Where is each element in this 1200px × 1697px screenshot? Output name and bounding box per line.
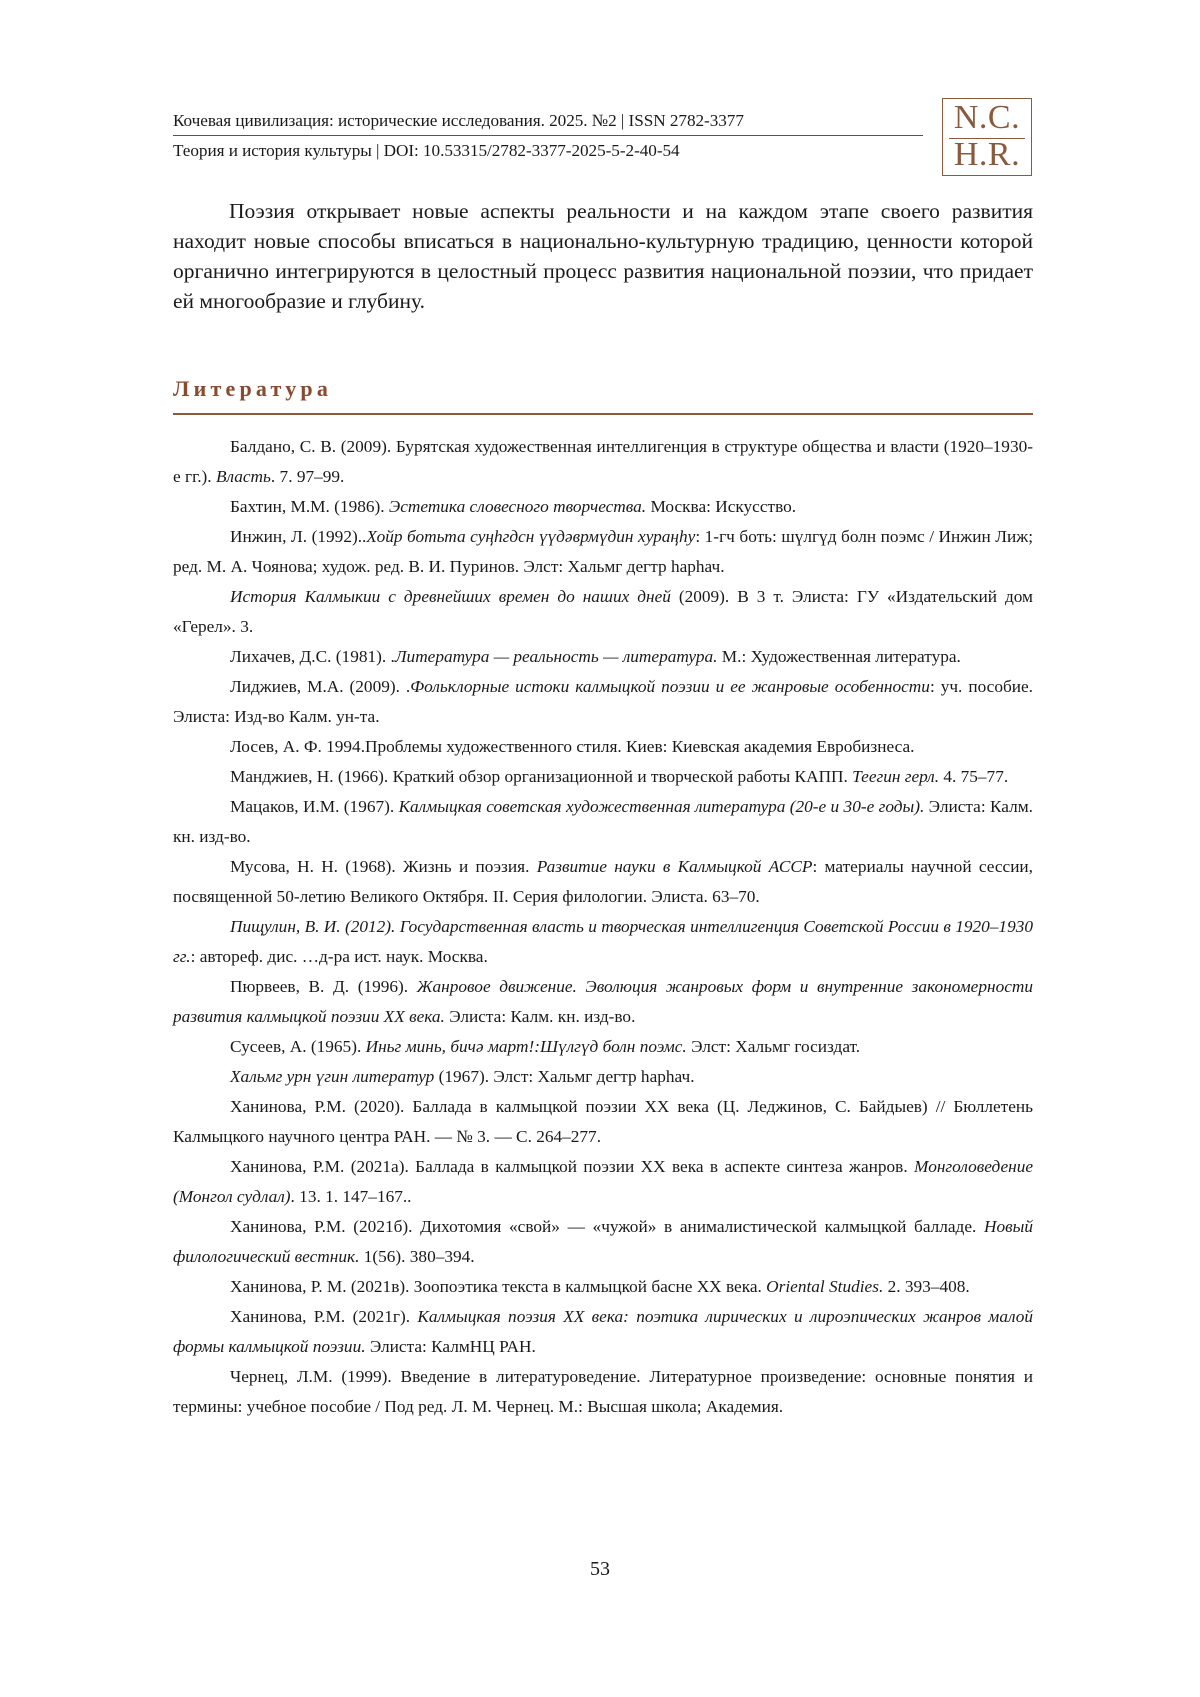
page-number: 53: [590, 1558, 610, 1580]
reference-italic-title: Литература — реальность — литература.: [394, 647, 718, 666]
logo-bottom-text: H.R.: [953, 136, 1021, 173]
reference-italic-title: Калмыцкая поэзия XX века: поэтика лирических и лироэпических жанров малой формы калмыцкой поэзии.: [173, 1307, 1033, 1356]
journal-title-line: Кочевая цивилизация: исторические исследования. 2025. №2 | ISSN 2782-3377: [173, 111, 744, 130]
reference-italic-title: Монголоведение (Монгол судлал): [173, 1157, 1033, 1206]
reference-entry: Ханинова, Р.М. (2020). Баллада в калмыцкой поэзии XX века (Ц. Леджинов, С. Байдыев) // Бюллетень Калмыцкого научного центра РАН. — № 3. — С. 264–277.: [173, 1097, 1033, 1146]
reference-entry: Лиджиев, М.А. (2009). .Фольклорные истоки калмыцкой поэзии и ее жанровые особенности: уч. пособие. Элиста: Изд-во Калм. ун-та.: [173, 677, 1034, 726]
reference-entry: Манджиев, Н. (1966). Краткий обзор организационной и творческой работы КАПП. Теегин герл. 4. 75–77.: [230, 767, 1009, 786]
reference-entry: Сусеев, А. (1965). Иньг минь, бичә март!:Шүлгүд болн поэмс. Элст: Хальмг госиздат.: [230, 1037, 861, 1056]
running-header: [173, 108, 923, 164]
intro-paragraph: Поэзия открывает новые аспекты реальности и на каждом этапе своего развития находит новые способы вписаться в национально-культурную традицию, ценности которой органично интегрируются в целостный процесс развития национальной поэзии, что придает ей многообразие и глубину.: [173, 199, 1033, 313]
reference-italic-title: Жанровое движение. Эволюция жанровых форм и внутренние закономерности развития калмыцкой поэзии XX века.: [173, 977, 1033, 1026]
reference-entry: Ханинова, Р.М. (2021б). Дихотомия «свой» — «чужой» в анималистической калмыцкой балладе. Новый филологический вестник. 1(56). 380–394.: [173, 1217, 1033, 1266]
reference-italic-title: Теегин герл.: [852, 767, 940, 786]
reference-entry: Лосев, А. Ф. 1994.Проблемы художественного стиля. Киев: Киевская академия Евробизнеса.: [230, 737, 915, 756]
reference-entry: Бахтин, М.М. (1986). Эстетика словесного творчества. Москва: Искусство.: [230, 497, 797, 516]
section-doi-line: Теория и история культуры | DOI: 10.53315/2782-3377-2025-5-2-40-54: [173, 141, 680, 160]
reference-entry: Инжин, Л. (1992)..Хойр ботьта суңһгдсн үүдәврмүдин хураңһу: 1-гч боть: шүлгүд болн поэмс / Инжин Лиж; ред. М. А. Чоянова; худож. ред. В. И. Пуринов. Элст: Хальмг дегтр һарһач.: [173, 527, 1033, 576]
reference-italic-title: Фольклорные истоки калмыцкой поэзии и ее жанровые особенности: [410, 677, 930, 696]
reference-entry: Пюрвеев, В. Д. (1996). Жанровое движение. Эволюция жанровых форм и внутренние закономерности развития калмыцкой поэзии XX века. Элиста: Калм. кн. изд-во.: [173, 977, 1033, 1026]
reference-italic-title: Хальмг урн үгин литератур: [230, 1067, 435, 1086]
reference-entry: Мусова, Н. Н. (1968). Жизнь и поэзия. Развитие науки в Калмыцкой АССР: материалы научной сессии, посвященной 50-летию Великого Октября. II. Серия филологии. Элиста. 63–70.: [173, 857, 1034, 906]
literature-divider: [173, 413, 1033, 415]
reference-entry: История Калмыкии с древнейших времен до наших дней (2009). В 3 т. Элиста: ГУ «Издательский дом «Герел». 3.: [173, 587, 1033, 636]
reference-italic-title: Хойр ботьта суңһгдсн үүдәврмүдин хураңһу: [366, 527, 696, 546]
reference-italic-title: Иньг минь, бичә март!:Шүлгүд болн поэмс.: [365, 1037, 687, 1056]
reference-list: [173, 432, 1033, 1422]
reference-entry: Ханинова, Р.М. (2021а). Баллада в калмыцкой поэзии XX века в аспекте синтеза жанров. Монголоведение (Монгол судлал). 13. 1. 147–167..: [173, 1157, 1033, 1206]
reference-italic-title: Развитие науки в Калмыцкой АССР: [536, 857, 813, 876]
reference-entry: Ханинова, Р.М. (2021г). Калмыцкая поэзия XX века: поэтика лирических и лироэпических жанров малой формы калмыцкой поэзии. Элиста: КалмНЦ РАН.: [173, 1307, 1033, 1356]
reference-italic-title: Пищулин, В. И. (2012). Государственная власть и творческая интеллигенция Советской России в 1920–1930 гг.: [173, 917, 1033, 966]
reference-entry: Ханинова, Р. М. (2021в). Зоопоэтика текста в калмыцкой басне XX века. Oriental Studies. 2. 393–408.: [230, 1277, 970, 1296]
header-divider: [173, 135, 923, 136]
reference-italic-title: Oriental Studies.: [766, 1277, 884, 1296]
logo-top-text: N.C.: [953, 99, 1021, 136]
reference-italic-title: Власть: [215, 467, 271, 486]
reference-entry: Балдано, С. В. (2009). Бурятская художественная интеллигенция в структуре общества и власти (1920–1930-е гг.). Власть. 7. 97–99.: [173, 437, 1033, 486]
reference-entry: Лихачев, Д.С. (1981). .Литература — реальность — литература. М.: Художественная литература.: [230, 647, 961, 666]
reference-entry: Хальмг урн үгин литератур (1967). Элст: Хальмг дегтр һарһач.: [230, 1067, 695, 1086]
reference-entry: Мацаков, И.М. (1967). Калмыцкая советская художественная литература (20-е и 30-е годы). Элиста: Калм. кн. изд-во.: [173, 797, 1033, 846]
reference-italic-title: Калмыцкая советская художественная литература (20-е и 30-е годы).: [398, 797, 925, 816]
literature-heading: Литература: [173, 376, 333, 401]
reference-entry: Чернец, Л.М. (1999). Введение в литературоведение. Литературное произведение: основные понятия и термины: учебное пособие / Под ред. Л. М. Чернец. М.: Высшая школа; Академия.: [173, 1367, 1033, 1416]
reference-italic-title: Эстетика словесного творчества.: [388, 497, 647, 516]
reference-italic-title: История Калмыкии с древнейших времен до наших дней: [230, 587, 671, 606]
journal-logo: [942, 98, 1032, 176]
reference-italic-title: Новый филологический вестник.: [173, 1217, 1033, 1266]
intro-paragraph-block: [173, 196, 1033, 316]
reference-entry: Пищулин, В. И. (2012). Государственная власть и творческая интеллигенция Советской России в 1920–1930 гг.: автореф. дис. …д-ра ист. наук. Москва.: [173, 917, 1033, 966]
